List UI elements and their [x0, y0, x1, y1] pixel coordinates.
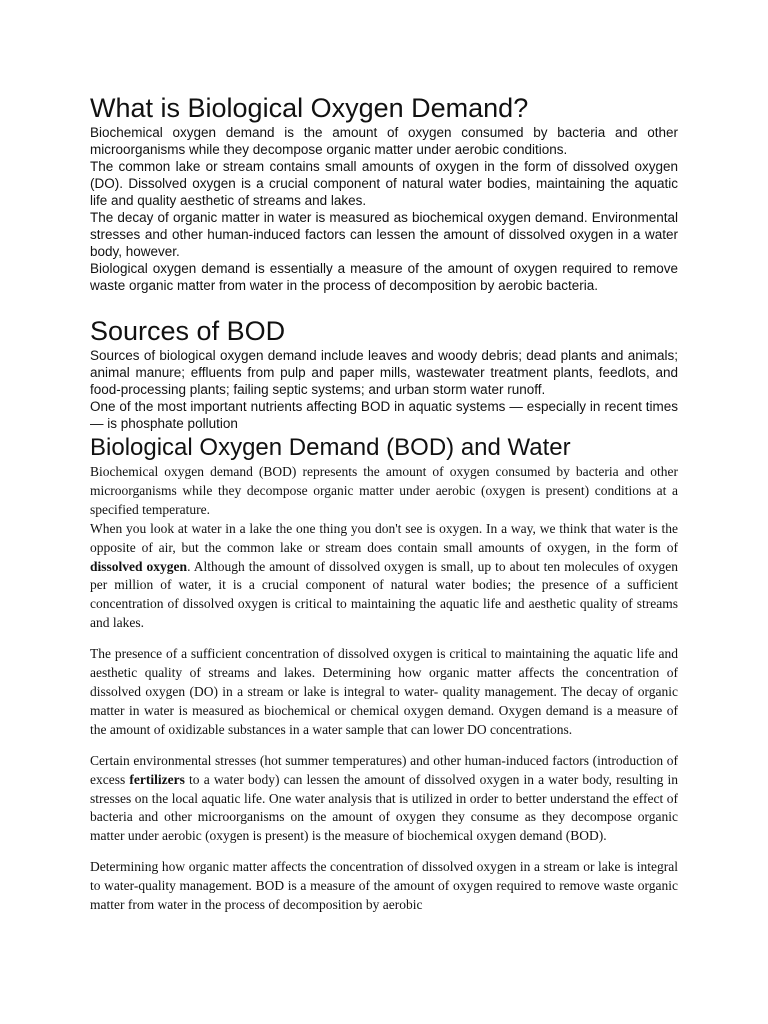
paragraph: Sources of biological oxygen demand include leaves and woody debris; dead plants and animals; animal manure; effluents from pulp and paper mills, wastewater treatment plants, feedlots, and food-processing plants; failing septic systems; and urban storm water runoff. — [90, 348, 678, 397]
section-bod-and-water — [90, 433, 678, 915]
paragraph: One of the most important nutrients affecting BOD in aquatic systems — especially in recent times — is phosphate pollution — [90, 399, 678, 431]
text-run: When you look at water in a lake the one thing you don't see is oxygen. In a way, we think that water is the opposite of air, but the common lake or stream does contain small amounts of oxygen, in the form of — [90, 520, 678, 555]
paragraph: Biochemical oxygen demand (BOD) represents the amount of oxygen consumed by bacteria and other microorganisms while they decompose organic matter under aerobic (oxygen is present) conditions at a specified temperature. — [90, 464, 678, 517]
section-title: What is Biological Oxygen Demand? — [90, 93, 529, 123]
bold-term: dissolved oxygen — [90, 558, 188, 574]
paragraph — [90, 520, 678, 633]
paragraph: Biological oxygen demand is essentially a measure of the amount of oxygen required to remove waste organic matter from water in the process of decomposition by aerobic bacteria. — [90, 261, 678, 293]
paragraph: Determining how organic matter affects the concentration of dissolved oxygen in a stream or lake is integral to water-quality management. BOD is a measure of the amount of oxygen required to remove waste organic matter from water in the process of decomposition by aerobic — [90, 859, 678, 913]
section-what-is-bod — [90, 92, 678, 294]
paragraph: The presence of a sufficient concentration of dissolved oxygen is critical to maintaining the aquatic life and aesthetic quality of streams and lakes. Determining how organic matter affects the concentration of dissolved oxygen (DO) in a stream or lake is integral to water- quality management. The decay of organic matter in water is measured as biochemical or chemical oxygen demand. Oxygen demand is a measure of the amount of oxidizable substances in a water sample that can lower DO concentrations. — [90, 646, 678, 737]
paragraph: Biochemical oxygen demand is the amount of oxygen consumed by bacteria and other microorganisms while they decompose organic matter under aerobic conditions. — [90, 125, 678, 157]
text-run: Certain environmental stresses (hot summer temperatures) and other human-induced factors (introduction of excess — [90, 752, 678, 787]
section-title: Biological Oxygen Demand (BOD) and Water — [90, 434, 571, 461]
bold-term: fertilizers — [129, 771, 185, 787]
paragraph: The decay of organic matter in water is measured as biochemical oxygen demand. Environmental stresses and other human-induced factors can lessen the amount of dissolved oxygen in a water body, however. — [90, 210, 678, 259]
section-title: Sources of BOD — [90, 316, 286, 346]
text-run: to a water body) can lessen the amount of dissolved oxygen in a water body, resulting in stresses on the local aquatic life. One water analysis that is utilized in order to better understand the effect of bacteria and other microorganisms on the amount of oxygen they consume as they decompose organic matter under aerobic (oxygen is present) is the measure of biochemical oxygen demand (BOD). — [90, 771, 679, 844]
section-sources-of-bod — [90, 315, 678, 432]
paragraph: The common lake or stream contains small amounts of oxygen in the form of dissolved oxygen (DO). Dissolved oxygen is a crucial component of natural water bodies, maintaining the aquatic life and quality aesthetic of streams and lakes. — [90, 159, 678, 208]
text-run: . Although the amount of dissolved oxygen is small, up to about ten molecules of oxygen per million of water, it is a crucial component of natural water bodies; the presence of a sufficient concentration of dissolved oxygen is critical to maintaining the aquatic life and aesthetic quality of streams and lakes. — [90, 558, 678, 631]
paragraph — [90, 752, 678, 847]
